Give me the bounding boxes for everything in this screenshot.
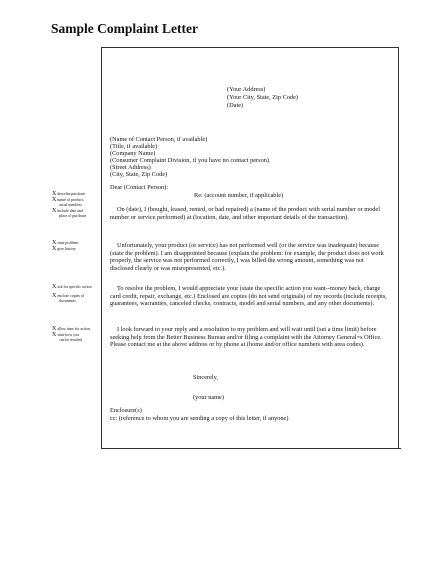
enclosures: Enclosure(s) <box>110 407 142 414</box>
closing: Sincerely, <box>193 374 218 381</box>
recipient-line: (City, State, Zip Code) <box>110 171 168 178</box>
margin-note: X state problem <box>52 240 79 246</box>
recipient-line: (Street Address) <box>110 164 151 171</box>
re-line: Re: (account number, if applicable) <box>194 192 284 199</box>
margin-note-group <box>52 241 78 252</box>
sender-date: (Date) <box>227 102 244 109</box>
margin-note-group <box>52 327 90 344</box>
recipient-line: (Consumer Complaint Division, if you have no contact person) <box>110 157 269 164</box>
body-paragraph: To resolve the problem, I would appreciate your (state the specific action you want--money back, charge card credit, repair, exchange, etc.) Enclosed are copies (do not send originals) of my records (include receipts, guarantees, warranties, canceled checks, contracts, model and serial numbers, and any other documents). <box>110 285 387 307</box>
margin-note: X allow time for action <box>52 326 90 332</box>
cc-line: cc: (reference to whom you are sending a copy of this letter, if anyone) <box>110 415 289 422</box>
body-paragraph: Unfortunately, your product (or service) has not performed well (or the service was inadequate) because (state the problem). I am disappointed because (explain the problem: for example, the product does not work properly, the service was not performed correctly, I was billed the wrong amount, something was not disclosed clearly or was misrepresented, etc.). <box>110 242 384 272</box>
margin-note: X enclose copies of documents <box>52 292 85 304</box>
margin-note-group <box>52 285 92 305</box>
signature: (your name) <box>193 394 224 401</box>
letter-frame-bottom-rule <box>101 448 401 449</box>
sender-address: (Your Address) <box>227 86 266 93</box>
recipient-line: (Title, if available) <box>110 143 158 150</box>
margin-note: X give history <box>52 245 76 252</box>
body-paragraph: I look forward to your reply and a resolution to my problem and will wait until (set a time limit) before seeking help from the Better Business Bureau and/or filing a complaint with the Attorney General=s Office. Please contact me at the above address or by phone at (home and/or office numbers with area codes). <box>110 326 382 348</box>
margin-note: X state how you can be reached <box>52 331 83 343</box>
margin-note: X ask for specific action <box>52 284 92 290</box>
page-title: Sample Complaint Letter <box>51 21 198 36</box>
margin-note: X name of product, serial numbers <box>52 196 84 208</box>
margin-note: X describe purchase <box>52 191 86 197</box>
recipient-line: (Company Name) <box>110 150 156 157</box>
margin-note-group <box>52 192 86 220</box>
margin-note: X include date and place of purchase <box>52 207 87 219</box>
body-paragraph: On (date), I (bought, leased, rented, or had repaired) a (name of the product with serial number or model number or service performed) at (location, date, and other important details of the transaction). <box>110 206 380 221</box>
recipient-line: (Name of Contact Person, if available) <box>110 136 208 143</box>
sender-city: (Your City, State, Zip Code) <box>227 94 299 101</box>
salutation: Dear (Contact Person): <box>110 184 169 191</box>
